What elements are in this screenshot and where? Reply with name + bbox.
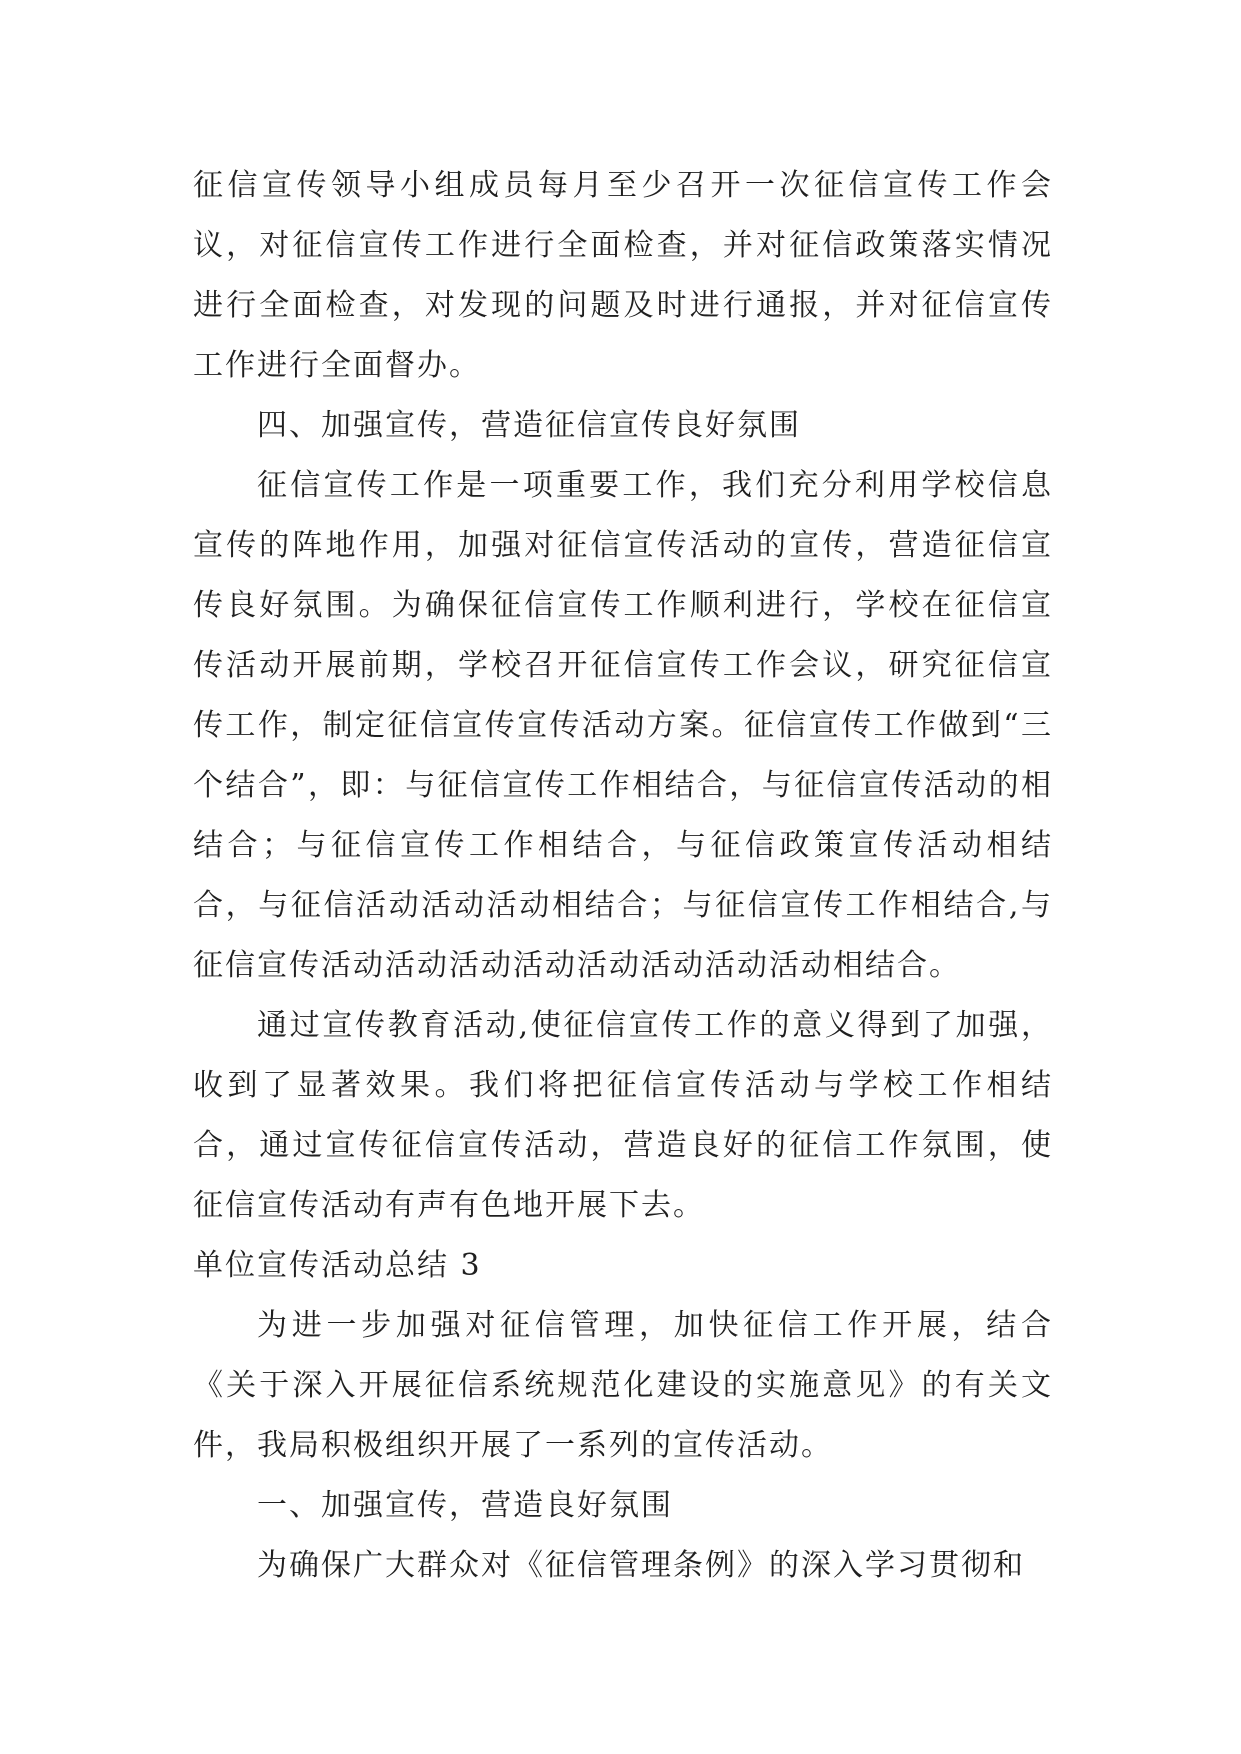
section-heading-four: 四、加强宣传，营造征信宣传良好氛围 <box>257 408 801 443</box>
paragraph-introduction: 为进一步加强对征信管理，加快征信工作开展，结合《关于深入开展征信系统规范化建设的实施意见》的有关文件，我局积极组织开展了一系列的宣传活动。 <box>193 1308 1053 1463</box>
paragraph-education-results: 通过宣传教育活动,使征信宣传工作的意义得到了加强，收到了显著效果。我们将把征信宣传活动与学校工作相结合，通过宣传征信宣传活动，营造良好的征信工作氛围，使征信宣传活动有声有色地开展下去。 <box>193 1008 1053 1223</box>
paragraph-regulation-study: 为确保广大群众对《征信管理条例》的深入学习贯彻和 <box>257 1548 1025 1583</box>
document-subtitle: 单位宣传活动总结 3 <box>193 1248 482 1283</box>
section-heading-one: 一、加强宣传，营造良好氛围 <box>257 1488 673 1523</box>
paragraph-meeting-review: 征信宣传领导小组成员每月至少召开一次征信宣传工作会议，对征信宣传工作进行全面检查，并对征信政策落实情况进行全面检查，对发现的问题及时进行通报，并对征信宣传工作进行全面督办。 <box>193 168 1053 383</box>
document-body <box>193 156 1053 1596</box>
paragraph-publicity-work: 征信宣传工作是一项重要工作，我们充分利用学校信息宣传的阵地作用，加强对征信宣传活动的宣传，营造征信宣传良好氛围。为确保征信宣传工作顺利进行，学校在征信宣传活动开展前期，学校召开征信宣传工作会议，研究征信宣传工作，制定征信宣传宣传活动方案。征信宣传工作做到“三个结合”，即：与征信宣传工作相结合，与征信宣传活动的相结合；与征信宣传工作相结合，与征信政策宣传活动相结合，与征信活动活动活动相结合；与征信宣传工作相结合,与征信宣传活动活动活动活动活动活动活动活动相结合。 <box>193 468 1053 983</box>
